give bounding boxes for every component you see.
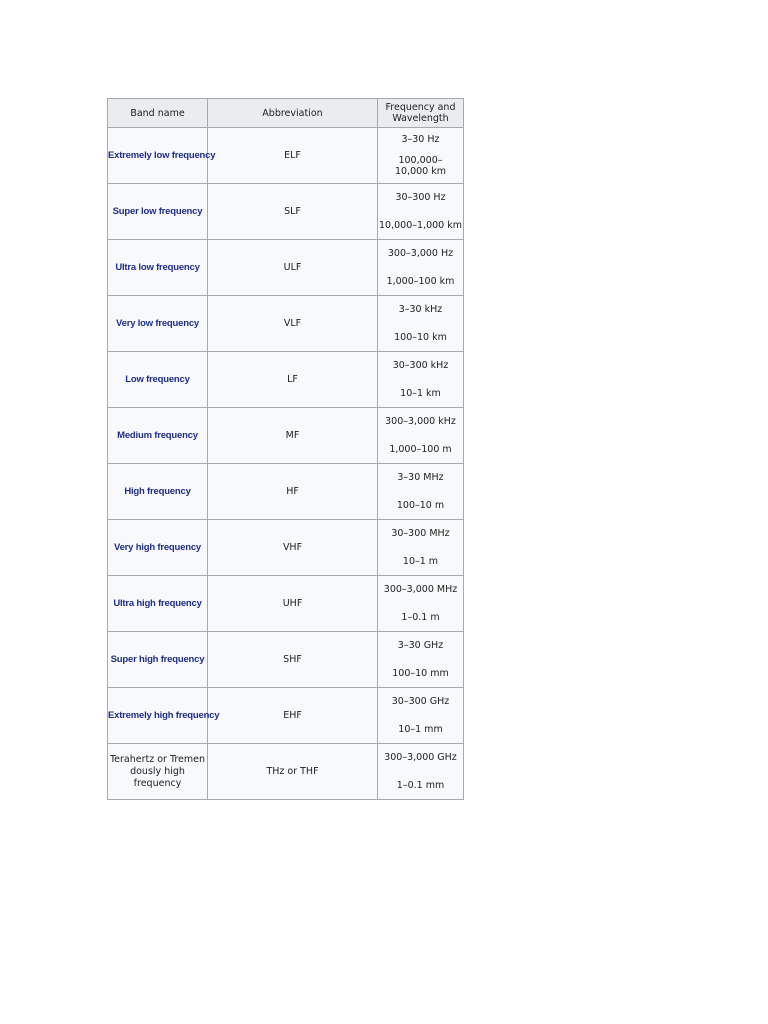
frequency-value: 3–30 MHz (397, 472, 444, 483)
abbreviation-cell: HF (208, 464, 378, 520)
table-row (108, 352, 464, 408)
table-row (108, 408, 464, 464)
abbreviation-cell: MF (208, 408, 378, 464)
table-row (108, 632, 464, 688)
header-frequency-line1: Frequency and (385, 102, 456, 113)
band-name-cell (108, 576, 208, 632)
wavelength-value: 10–1 km (400, 388, 441, 399)
band-name-cell (108, 520, 208, 576)
header-frequency (378, 99, 464, 128)
frequency-cell (378, 688, 464, 744)
frequency-cell (378, 464, 464, 520)
table-row (108, 744, 464, 800)
table-row (108, 240, 464, 296)
table-row (108, 520, 464, 576)
band-name-cell (108, 240, 208, 296)
band-name-cell (108, 688, 220, 744)
frequency-cell (378, 576, 464, 632)
wavelength-value: 100–10 km (394, 332, 447, 343)
wavelength-value-line1: 100,000– (398, 155, 443, 166)
band-name-cell (108, 296, 208, 352)
band-link-slf[interactable]: Super low frequency (112, 206, 203, 217)
band-link-vlf[interactable]: Very low frequency (116, 318, 199, 329)
abbreviation-cell: UHF (208, 576, 378, 632)
header-row (108, 99, 464, 128)
band-name-cell (108, 408, 208, 464)
abbreviation-cell: THz or THF (208, 744, 378, 800)
frequency-value: 300–3,000 Hz (387, 248, 454, 259)
wavelength-value: 100–10 m (396, 500, 445, 511)
frequency-cell (378, 240, 464, 296)
wavelength-value: 100–10 mm (392, 668, 449, 679)
header-abbreviation: Abbreviation (208, 99, 378, 128)
table-row (108, 464, 464, 520)
band-name-cell (108, 632, 208, 688)
band-name-cell (108, 352, 208, 408)
band-name-cell (108, 184, 208, 240)
wavelength-value: 10–1 mm (398, 724, 443, 735)
frequency-value: 300–3,000 MHz (383, 584, 458, 595)
abbreviation-cell: ULF (208, 240, 378, 296)
frequency-value: 30–300 GHz (391, 696, 450, 707)
frequency-value: 3–30 GHz (397, 640, 444, 651)
wavelength-value: 10–1 m (402, 556, 439, 567)
wavelength-value: 1,000–100 m (389, 444, 452, 455)
frequency-cell (378, 408, 464, 464)
band-link-ehf[interactable]: Extremely high frequency (108, 710, 220, 721)
band-link-mf[interactable]: Medium frequency (117, 430, 198, 441)
frequency-cell (378, 184, 464, 240)
table-row (108, 576, 464, 632)
abbreviation-cell: EHF (208, 688, 378, 744)
band-name-thz-line3: frequency (133, 777, 182, 789)
band-link-hf[interactable]: High frequency (124, 486, 191, 497)
band-link-uhf[interactable]: Ultra high frequency (113, 598, 202, 609)
band-name-cell (108, 464, 208, 520)
frequency-cell (378, 520, 464, 576)
band-link-vhf[interactable]: Very high frequency (113, 542, 201, 553)
frequency-value: 30–300 kHz (392, 360, 449, 371)
band-name-cell (108, 744, 208, 800)
band-name-thz-line2: dously high (130, 765, 185, 777)
band-link-lf[interactable]: Low frequency (125, 374, 190, 385)
abbreviation-cell: SHF (208, 632, 378, 688)
frequency-cell (378, 744, 464, 800)
wavelength-value: 10,000–1,000 km (379, 220, 462, 231)
frequency-value: 300–3,000 GHz (384, 752, 457, 763)
header-band-name: Band name (108, 99, 208, 128)
wavelength-value: 1–0.1 mm (396, 780, 445, 791)
table-row (108, 688, 464, 744)
abbreviation-cell: VHF (208, 520, 378, 576)
abbreviation-cell: ELF (208, 128, 378, 184)
band-link-shf[interactable]: Super high frequency (110, 654, 205, 665)
wavelength-value: 1–0.1 m (401, 612, 440, 623)
frequency-cell (378, 352, 464, 408)
band-name-cell (108, 128, 216, 184)
abbreviation-cell: VLF (208, 296, 378, 352)
frequency-value: 30–300 Hz (395, 192, 446, 203)
header-frequency-line2: Wavelength (392, 113, 449, 124)
radio-bands-table (107, 98, 464, 800)
wavelength-value: 1,000–100 km (386, 276, 455, 287)
frequency-value: 3–30 Hz (401, 134, 440, 145)
frequency-cell (378, 296, 464, 352)
table-row (108, 296, 464, 352)
abbreviation-cell: SLF (208, 184, 378, 240)
table-row (108, 128, 464, 184)
frequency-cell (378, 128, 464, 184)
frequency-value: 3–30 kHz (398, 304, 443, 315)
frequency-value: 30–300 MHz (391, 528, 450, 539)
band-name-thz-line1: Terahertz or Tremen (109, 753, 206, 765)
frequency-value: 300–3,000 kHz (385, 416, 456, 427)
band-link-elf[interactable]: Extremely low frequency (108, 150, 216, 161)
frequency-cell (378, 632, 464, 688)
wavelength-value-line2: 10,000 km (394, 166, 447, 177)
abbreviation-cell: LF (208, 352, 378, 408)
band-link-ulf[interactable]: Ultra low frequency (115, 262, 200, 273)
table-row (108, 184, 464, 240)
